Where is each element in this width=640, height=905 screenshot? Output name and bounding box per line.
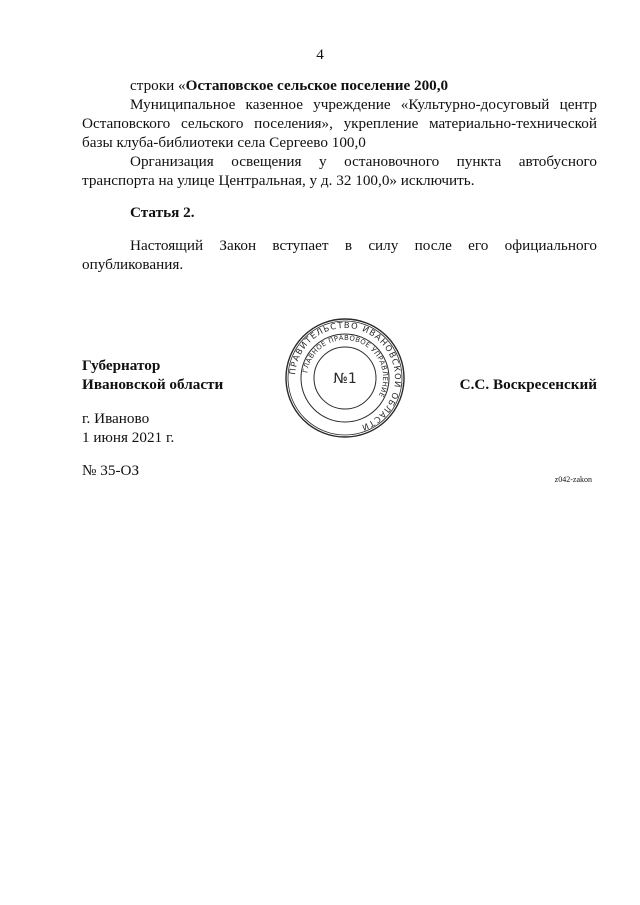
line1-prefix: строки « xyxy=(130,77,186,94)
page-number: 4 xyxy=(316,46,324,63)
paragraph-line-1 xyxy=(82,76,597,95)
amendment-text xyxy=(82,76,597,190)
article-text-block xyxy=(82,236,597,274)
law-number: № 35-ОЗ xyxy=(82,462,140,479)
signatory-title-line-1: Губернатор xyxy=(82,357,161,374)
official-seal xyxy=(284,317,406,439)
article-heading: Статья 2. xyxy=(130,204,195,221)
seal-ring-text: ПРАВИТЕЛЬСТВО ИВАНОВСКОЙ ОБЛАСТИ xyxy=(287,319,404,434)
document-code: z042-zakon xyxy=(554,475,592,484)
city: г. Иваново xyxy=(82,410,150,427)
signatory-name: С.С. Воскресенский xyxy=(459,376,597,393)
signatory-title xyxy=(82,356,223,394)
place-and-date xyxy=(82,409,174,447)
article-text: Настоящий Закон вступает в силу после его официального опубликования. xyxy=(82,237,597,273)
date: 1 июня 2021 г. xyxy=(82,429,175,446)
seal-inner-text: ГЛАВНОЕ ПРАВОВОЕ УПРАВЛЕНИЕ xyxy=(301,333,390,399)
seal-center-number: №1 xyxy=(333,371,357,387)
line1-bold: Остаповское сельское поселение 200,0 xyxy=(185,77,449,94)
signatory-title-line-2: Ивановской области xyxy=(82,376,224,393)
paragraph-lighting: Организация освещения у остановочного пункта автобусного транспорта на улице Центральная, у д. 32 100,0» исключить. xyxy=(82,153,597,189)
paragraph-institution: Муниципальное казенное учреждение «Культурно-досуговый центр Остаповского сельского поселения», укрепление материально-технической базы клуба-библиотеки села Сергеево 100,0 xyxy=(82,96,597,151)
